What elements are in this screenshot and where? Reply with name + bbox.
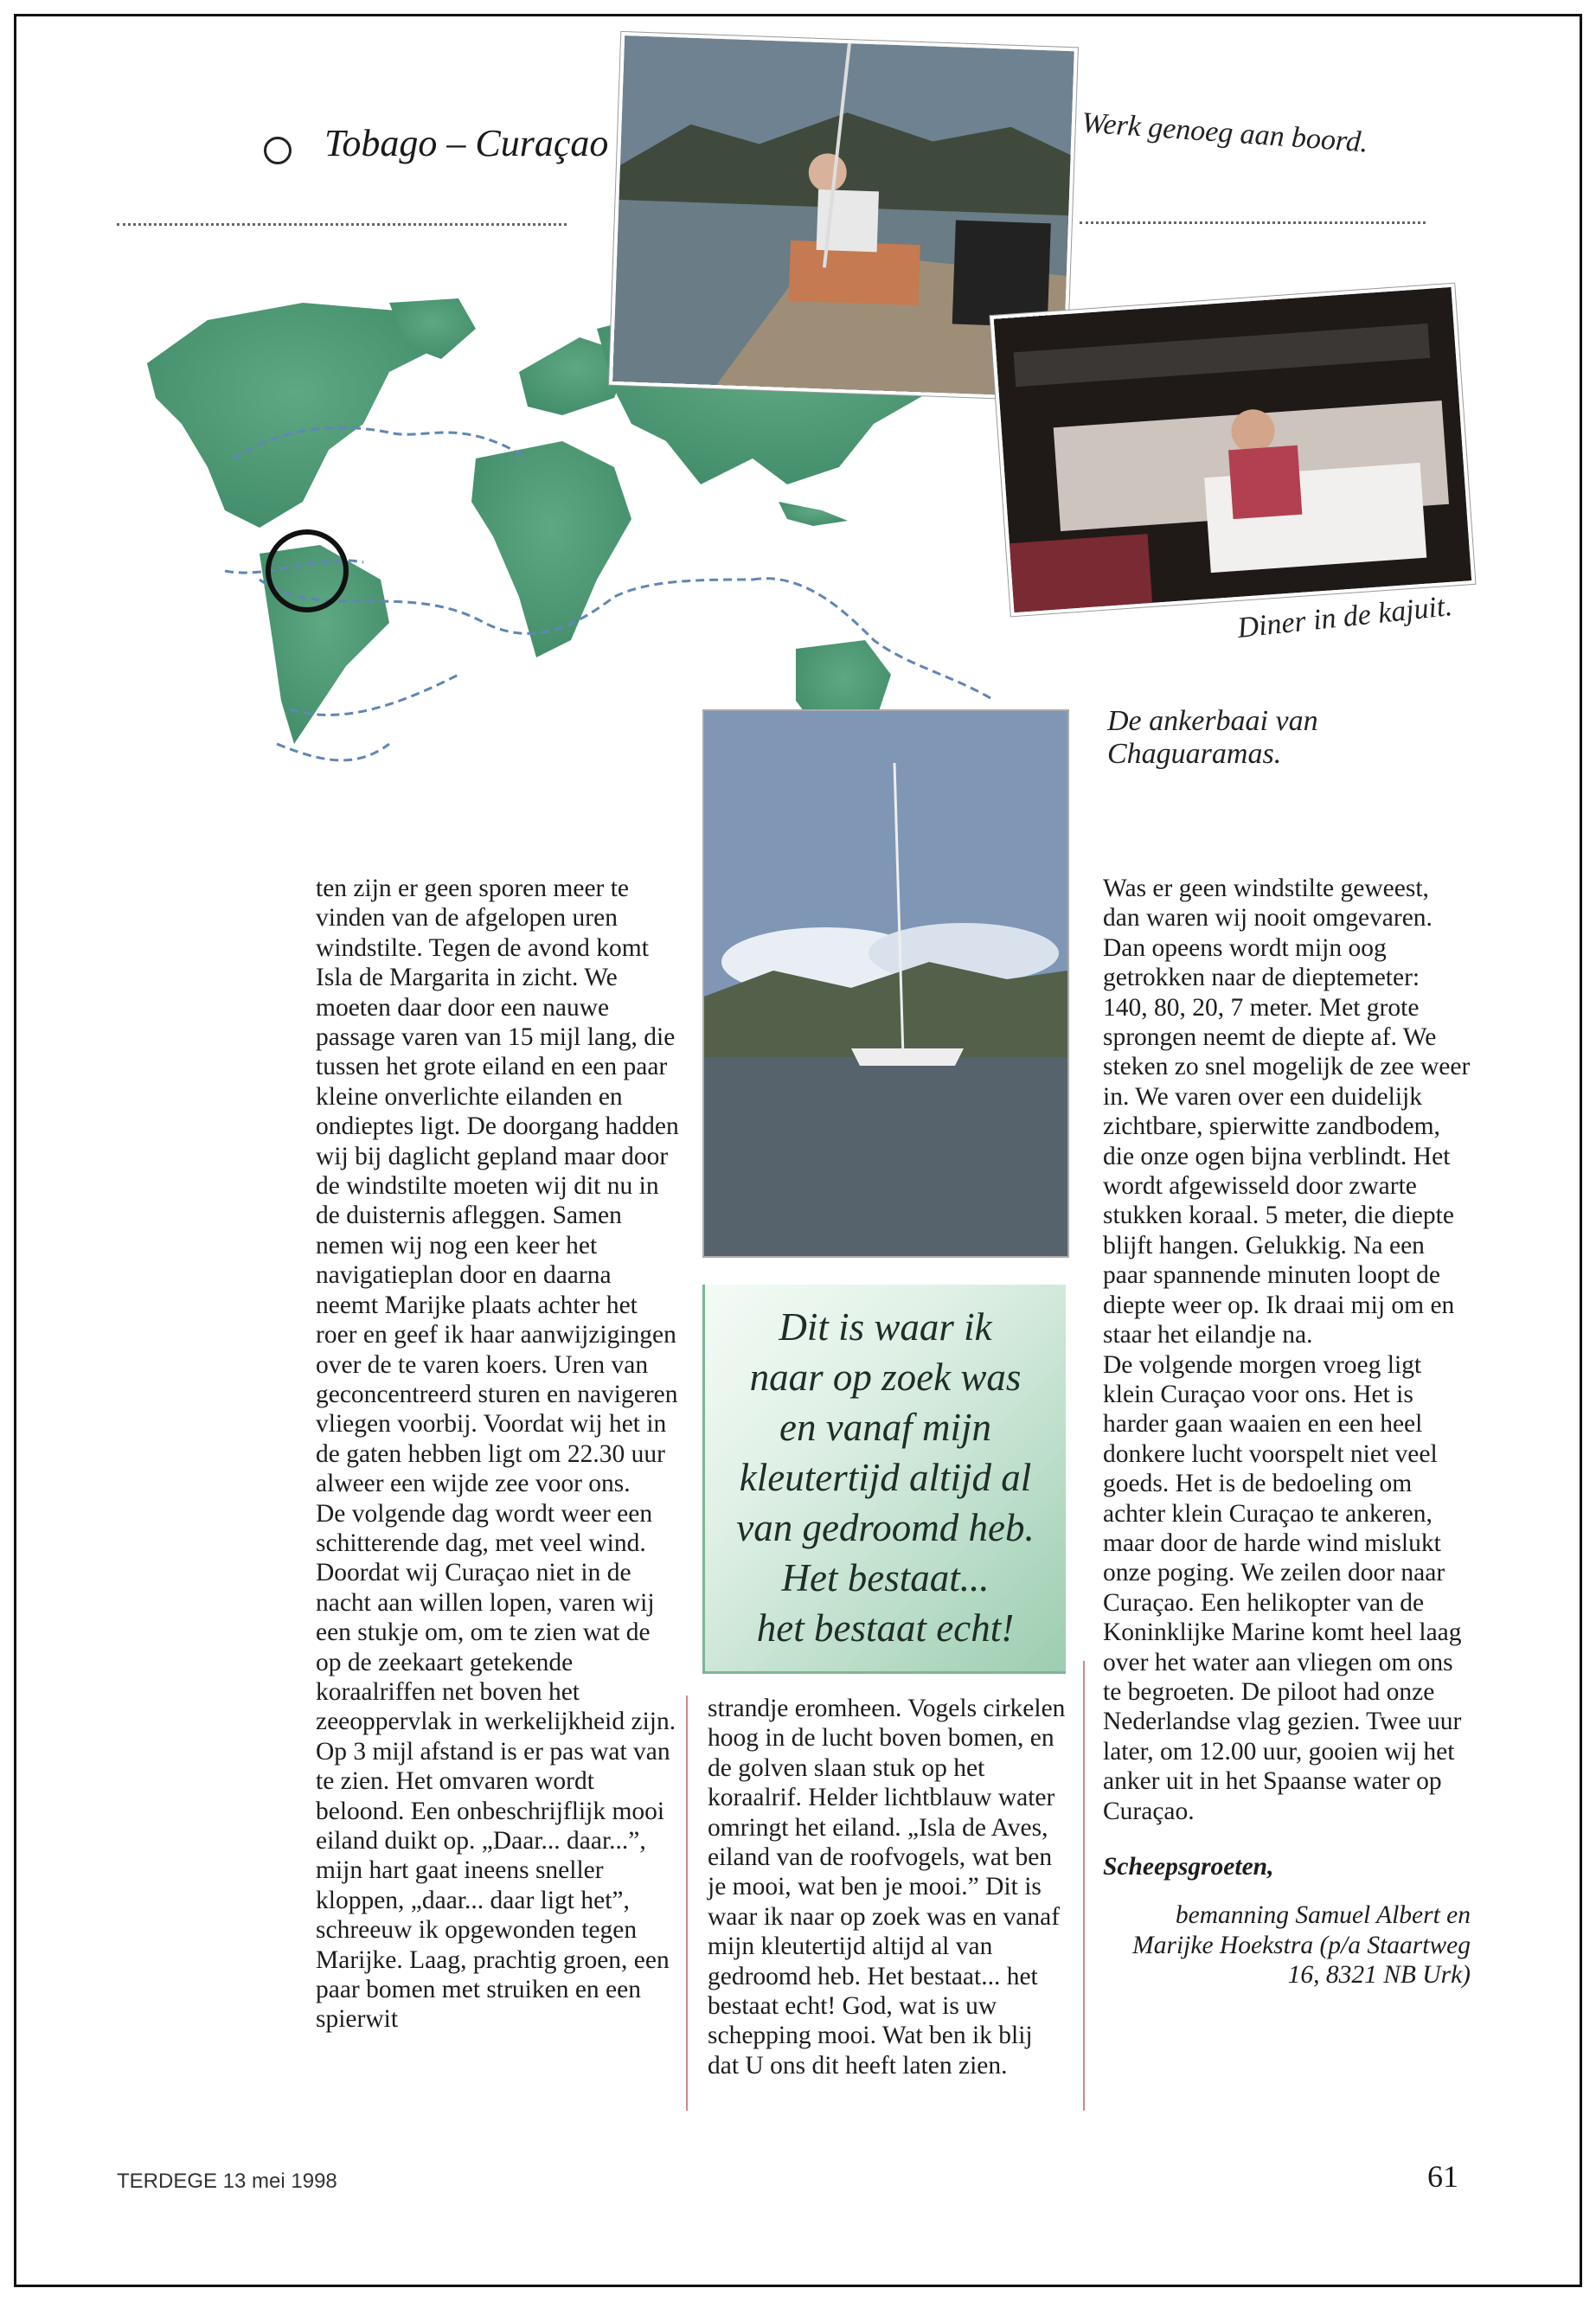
cabin-photo-caption: Diner in de kajuit. <box>1235 590 1454 644</box>
signoff: Scheepsgroeten, <box>1103 1853 1274 1881</box>
page-number: 61 <box>1427 2159 1458 2194</box>
page-title: Tobago – Curaçao <box>324 122 609 164</box>
quote-line: het bestaat echt! <box>756 1606 1015 1650</box>
signature: bemanning Samuel Albert en Marijke Hoekstra (p/a Staartweg 16, 8321 NB Urk) <box>1132 1901 1471 1990</box>
top-photo-caption: Werk genoeg aan boord. <box>1080 106 1369 159</box>
quote-line: Dit is waar ik <box>779 1305 992 1349</box>
bay-photo-image <box>704 711 1067 1256</box>
article-column-left <box>316 874 679 2035</box>
paragraph: Was er geen windstilte geweest, dan waren wij nooit omgevaren. Dan opeens wordt mijn oog getrokken naar de dieptemeter: 140, 80, 20, 7 meter. Met grote sprongen neemt de diepte af. We steken zo snel mogelijk de zee weer in. We varen over een duidelijk zichtbare, spierwitte zandbodem, die onze ogen bijna verblindt. Het wordt afgewisseld door zwarte stukken koraal. 5 meter, die diepte blijft hangen. Gelukkig. Na een paar spannende minuten loopt de diepte weer op. Ik draai mij om en staar het eilandje na. <box>1103 875 1471 1349</box>
quote-line: Het bestaat... <box>781 1556 990 1599</box>
pull-quote <box>702 1285 1066 1674</box>
column-rule <box>1083 1661 1085 2111</box>
paragraph: De volgende morgen vroeg ligt klein Curaçao voor ons. Het is harder gaan waaien en een heel donkere lucht voorspelt niet veel goeds. Het is de bedoeling om achter klein Curaçao te ankeren, maar door de harde wind mislukt onze poging. We zeilen door naar Curaçao. Een helikopter van de Koninklijke Marine komt heel laag over het water aan vliegen om ons te begroeten. De piloot had onze Nederlandse vlag gezien. Twee uur later, om 12.00 uur, gooien wij het anker uit in het Spaanse water op Curaçao. <box>1103 1350 1462 1825</box>
bay-photo-caption: De ankerbaai van Chaguaramas. <box>1107 705 1318 770</box>
circle-bullet-icon <box>264 137 292 164</box>
pull-quote-text <box>705 1285 1066 1653</box>
quote-line: en vanaf mijn <box>779 1406 991 1449</box>
paragraph: De volgende dag wordt weer een schitterende dag, met veel wind. Doordat wij Curaçao niet in de nacht aan willen lopen, varen wij een stukje om, om te zien wat de op de zeekaart getekende koraalriffen net boven het zeeoppervlak in werkelijkheid zijn. Op 3 mijl afstand is er pas wat van te zien. Het omvaren wordt beloond. Een onbeschrijflijk mooi eiland duikt op. „Daar... daar...”, mijn hart gaat ineens sneller kloppen, „daar... daar ligt het”, schreeuw ik opgewonden tegen Marijke. Laag, prachtig groen, een paar bomen met struiken en een spierwit <box>316 1499 676 2034</box>
article-column-middle <box>708 1694 1069 2080</box>
title-divider <box>117 223 567 226</box>
photo-bay <box>702 709 1069 1258</box>
africa-shape <box>471 441 631 657</box>
quote-line: kleutertijd altijd al <box>739 1456 1032 1499</box>
quote-line: van gedroomd heb. <box>736 1506 1035 1549</box>
publication-footer: TERDEGE 13 mei 1998 <box>117 2170 337 2193</box>
quote-line: naar op zoek was <box>749 1356 1022 1399</box>
column-rule <box>686 1695 688 2111</box>
north-america-shape <box>147 303 441 528</box>
paragraph: strandje eromheen. Vogels cirkelen hoog in de lucht boven bomen, en de golven slaan stuk op het koraalrif. Helder lichtblauw water omringt het eiland. „Isla de Aves, eiland van de roofvogels, wat ben je mooi, wat ben je mooi.” Dit is waar ik naar op zoek was en vanaf mijn kleutertijd altijd al van gedroomd heb. Het bestaat... het bestaat echt! God, wat is uw schepping mooi. Wat ben ik blij dat U ons dit heeft laten zien. <box>708 1695 1066 2080</box>
caption-divider <box>1080 221 1426 224</box>
cabin-photo-image <box>994 287 1471 612</box>
article-column-right <box>1103 874 1471 1990</box>
indonesia-shape <box>779 502 848 526</box>
photo-cabin <box>994 287 1471 612</box>
paragraph: ten zijn er geen sporen meer te vinden van de afgelopen uren windstilte. Tegen de avond komt Isla de Margarita in zicht. We moeten daar door een nauwe passage varen van 15 mijl lang, die tussen het grote eiland en een paar kleine onverlichte eilanden en ondieptes ligt. De doorgang hadden wij bij daglicht gepland maar door de windstilte moeten wij dit nu in de duisternis afleggen. Samen nemen wij nog een keer het navigatieplan door en daarna neemt Marijke plaats achter het roer en geef ik haar aanwijzigingen over de te varen koers. Uren van geconcentreerd sturen en navigeren vliegen voorbij. Voordat wij het in de gaten hebben ligt om 22.30 uur alweer een wijde zee voor ons. <box>316 875 679 1498</box>
